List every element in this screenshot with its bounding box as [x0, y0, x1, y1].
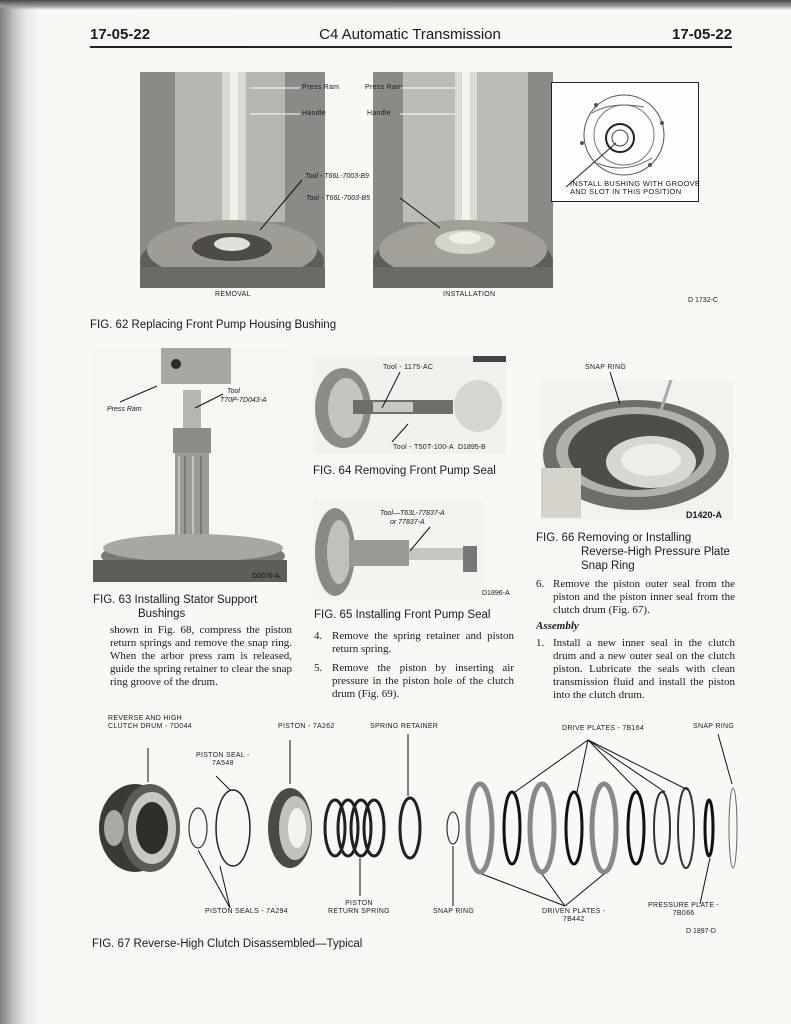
fig65-caption: FIG. 65 Installing Front Pump Seal — [314, 609, 491, 621]
fig62-inset-note-line1: INSTALL BUSHING WITH GROOVE — [570, 179, 701, 188]
fig66-caption-line1: FIG. 66 Removing or Installing — [536, 532, 692, 544]
fig67-label-snap-ring-bottom: SNAP RING — [433, 908, 475, 915]
fig63-caption — [93, 593, 257, 621]
page-number-right: 17-05-22 — [672, 26, 733, 43]
fig66-caption-line3: Snap Ring — [581, 560, 635, 572]
step-5-number: 5. — [314, 662, 323, 674]
body-text-col1: shown in Fig. 68, compress the piston return springs and remove the snap ring. When the arbor press ram is released, guide the spring retainer to clear the snap ring groove of the drum. — [110, 624, 292, 688]
fig62-inset-note-line2: AND SLOT IN THIS POSITION — [570, 187, 682, 196]
fig67-label-snap-ring-top: SNAP RING — [693, 723, 735, 730]
fig67-caption: FIG. 67 Reverse-High Clutch Disassembled—Typical — [92, 938, 363, 950]
step-4-number: 4. — [314, 630, 323, 642]
fig62-label-handle-right: Handle — [367, 110, 391, 117]
header-rule — [90, 46, 732, 48]
fig63-label-tool-1: Tool — [227, 388, 240, 395]
fig62-label-handle-left: Handle — [302, 110, 326, 117]
fig62-label-removal: REMOVAL — [215, 291, 251, 298]
step-6-text: Remove the piston outer seal from the piston and the piston inner seal from the clutch drum (Fig. 67). — [553, 578, 735, 616]
fig63-caption-line1: FIG. 63 Installing Stator Support — [93, 594, 258, 606]
fig67-label-return-spring-line2: RETURN SPRING — [328, 908, 390, 915]
fig66-code: D1420-A — [686, 510, 723, 520]
fig67-label-return-spring-line1: PISTON — [345, 900, 373, 907]
scan-edge-shadow — [0, 0, 791, 10]
fig67-label-driven-plates-line2: 7B442 — [562, 916, 585, 923]
step-6 — [536, 578, 735, 617]
assembly-step-1 — [536, 637, 735, 702]
fig67-code: D 1897-D — [686, 928, 716, 935]
assembly-heading: Assembly — [536, 620, 579, 632]
fig65-label-tool-2: or 77837-A — [390, 519, 425, 526]
fig64-code: D1895-B — [458, 444, 486, 451]
fig63-caption-line2: Bushings — [138, 608, 186, 620]
fig67-label-piston-seal-line1: PISTON SEAL - — [196, 752, 250, 759]
fig67-label-drive-plates: DRIVE PLATES - 7B164 — [562, 725, 645, 732]
fig64-label-tool-bottom: Tool - T50T-100-A — [393, 444, 454, 451]
fig67-label-driven-plates-line1: DRIVEN PLATES - — [542, 908, 606, 915]
fig67-label-piston-seal-line2: 7A548 — [211, 760, 234, 767]
fig67-label-piston-seal — [196, 752, 250, 768]
fig67-label-spring-retainer: SPRING RETAINER — [370, 723, 439, 730]
fig66-leader-lines — [590, 368, 680, 408]
fig67-label-return-spring — [328, 900, 390, 916]
step-4-text: Remove the spring retainer and piston return spring. — [332, 630, 514, 655]
fig67-label-piston: PISTON - 7A262 — [278, 723, 335, 730]
body-text-col3 — [536, 578, 735, 702]
fig62-caption: FIG. 62 Replacing Front Pump Housing Bushing — [90, 319, 337, 331]
fig62-label-tool-b9: Tool - T66L-7003-B9 — [305, 173, 369, 180]
fig65-leader-lines — [400, 525, 440, 555]
fig64-caption: FIG. 64 Removing Front Pump Seal — [313, 465, 496, 477]
fig65-label-tool-1: Tool—T63L-77837-A — [380, 510, 445, 517]
assembly-step-1-number: 1. — [536, 637, 545, 649]
fig66-label-snap-ring: SNAP RING — [585, 364, 627, 371]
step-4 — [314, 630, 514, 656]
fig64-leader-lines — [370, 370, 430, 450]
fig62-label-press-ram-left: Press Ram — [302, 84, 340, 91]
fig66-caption — [536, 531, 730, 573]
fig63-label-tool-2: T70P-7D043-A — [220, 397, 267, 404]
assembly-step-1-text: Install a new inner seal in the clutch drum and a new outer seal on the clutch piston. Lubricate the seals with clean transmission fluid and install the piston into the clutch drum. — [553, 637, 735, 701]
fig67-label-pressure-plate-line2: 7B066 — [672, 910, 695, 917]
fig63-label-press-ram: Press Ram — [107, 406, 142, 413]
clutch-drum-drawing — [99, 784, 180, 872]
fig62-label-installation: INSTALLATION — [443, 291, 496, 298]
fig62-inset-note — [570, 180, 700, 196]
step-5-text: Remove the piston by inserting air pressure in the piston hole of the clutch drum (Fig. 69). — [332, 662, 514, 700]
fig67-label-drum-line1: REVERSE AND HIGH — [108, 715, 183, 722]
fig67-label-piston-seals: PISTON SEALS - 7A294 — [205, 908, 288, 915]
fig67-label-drum-line2: CLUTCH DRUM - 7D044 — [108, 723, 192, 730]
fig66-caption-line2: Reverse-High Pressure Plate — [581, 546, 730, 558]
fig64-label-tool-top: Tool - 1175-AC — [383, 364, 434, 371]
fig63-code: D2076-A — [252, 573, 280, 580]
fig62-code: D 1732-C — [688, 297, 718, 304]
fig67-label-pressure-plate-line1: PRESSURE PLATE - — [648, 902, 720, 909]
step-5 — [314, 662, 514, 701]
fig67-label-drum — [108, 715, 192, 731]
fig62-leader-lines — [240, 80, 470, 240]
fig67-label-pressure-plate — [648, 902, 719, 918]
fig62-label-press-ram-right: Press Ram — [365, 84, 403, 91]
fig67-exploded-view — [90, 720, 740, 920]
page-title: C4 Automatic Transmission — [319, 26, 501, 43]
fig65-code: D1896-A — [482, 590, 510, 597]
body-text-col2 — [314, 630, 514, 701]
page-number-left: 17-05-22 — [90, 26, 151, 43]
fig62-label-tool-b5: Tool - T66L-7003-B5 — [306, 195, 370, 202]
step-6-number: 6. — [536, 578, 545, 590]
fig67-label-driven-plates — [542, 908, 606, 924]
